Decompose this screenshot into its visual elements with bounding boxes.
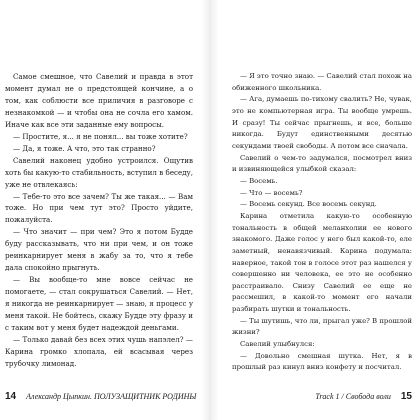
right-page-footer [290, 390, 412, 404]
right-paragraph-2: — Ага, думаешь по-тихому свалить? Не, чувак, это не компьютерная игра. Ты вообще умрешь. И сразу! Ты сейчас прыгнешь, и все, больше никогда. Будут единственными десятью секундами твоей свободы. А потом все сначала. [232, 95, 412, 150]
left-paragraph-7: — Вы вообще-то мне вовсе сейчас не помогаете, — стал сокрушаться Савелий. — Нет, я никогда не реинкарнирует — знаю, я процесс у меня такой. Не бойтесь, скажу Будде эту фразу и с таким вот у меня будет надеждой деньгами. [5, 275, 193, 333]
right-paragraph-10: — Довольно смешная шутка. Нет, я в прошлый раз кинул вниз конфету и посчитал. [232, 351, 412, 372]
left-paragraph-2: — Простите, я... я не понял... вы тоже хотите? [13, 131, 188, 141]
left-page-number: 14 [5, 391, 17, 402]
left-page-footer [5, 390, 210, 404]
right-paragraph-3: Савелий о чем-то задумался, посмотрел вниз и извиняющейся улыбкой сказал: [232, 153, 412, 174]
right-page-text [232, 71, 412, 374]
left-paragraph-1: Самое смешное, что Савелий и правда в этот момент думал не о предстоящей кончине, а о том, как соблюсти все приличия в разговоре с незнакомкой — и чтобы она не сочла его хамом. Иначе как все эти заданные ему вопросы. [5, 72, 193, 129]
left-running-title: Александр Цыпкин. ПОЛУЗАЩИТНИК РОДИНЫ [26, 392, 197, 401]
left-paragraph-6: — Что значит — при чем? Это я потом Будде буду рассказывать, что ни при чем, и он тоже реинкарнирует меня в жабу за то, что я тебе дала спокойно прыгнуть. [5, 227, 193, 273]
left-paragraph-5: — Тебе-то это все зачем? Ты же такая... — Вам тоже. Но при чем тут это? Просто уйдите, пожалуйста. [5, 191, 193, 225]
right-paragraph-4: — Восемь. [240, 176, 278, 185]
left-page-text [5, 71, 193, 370]
right-page-number: 15 [400, 391, 412, 402]
book-gutter [201, 0, 219, 420]
right-running-title: Track 1 / Свобода воли [315, 392, 391, 401]
right-paragraph-1: — Я это точно знаю. — Савелий стал похож на обиженного школьника. [232, 72, 412, 92]
left-paragraph-4: Савелий наконец удобно устроился. Ощутив хоть бы какую-то стабильность, вступил в беседу, уже не отвлекаясь: [5, 155, 193, 189]
right-paragraph-9: Савелий улыбнулся: [240, 340, 315, 349]
left-paragraph-8: — Только давай без всех этих чушь напэлел? — Карина громко хлопала, ей всасывая через трубочку лимонад. [5, 334, 193, 368]
right-paragraph-8: — Ты шутишь, что ли, прыгал уже? В прошлой жизни? [232, 316, 412, 337]
right-paragraph-6: — Восемь секунд. Все восемь секунд. [240, 200, 377, 209]
left-paragraph-3: — Да, я тоже. А что, это так странно? [13, 143, 156, 153]
right-paragraph-5: — Что — восемь? [240, 188, 303, 197]
right-paragraph-7: Карина отметила какую-то особенную тональность в общей меланхолии ее нового знакомого. Даже голос у него был какой-то, еле заметный, ненавязчивый. Карина подумала: наверное, такой тон в голосе этот раз нашелся у совершенно ни человека, ее это не особенно расстраивало. Снизу Савелий ее еще не рассмешил, в какой-то момент его начали разбирать шутки и тональность. [232, 211, 412, 314]
